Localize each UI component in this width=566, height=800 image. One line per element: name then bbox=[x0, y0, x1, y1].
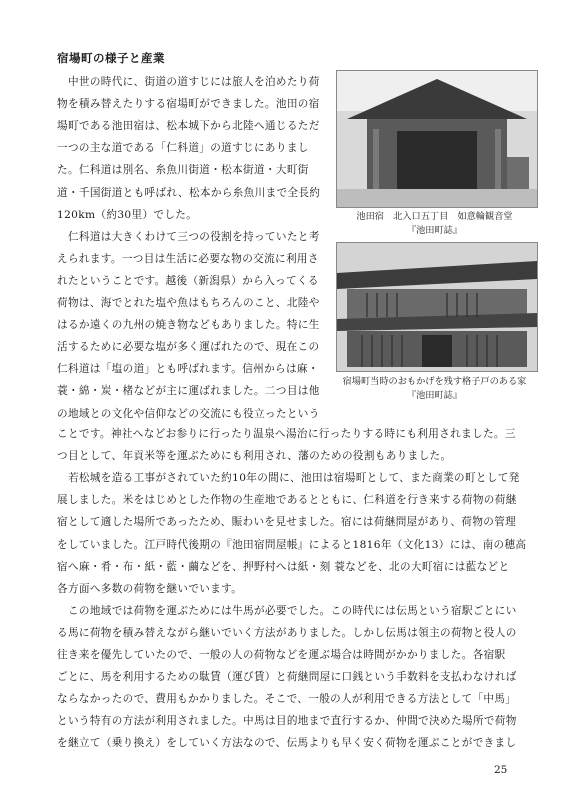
paragraph-line: 中世の時代に、街道の道すじには旅人を泊めたり荷 bbox=[57, 76, 320, 88]
paragraph-line: 宿として適した場所であったため、賑わいを見せました。宿には荷継問屋があり、荷物の管理 bbox=[57, 516, 517, 529]
photo2-caption-line: 宿場町当時のおもかげを残す格子戸のある家 bbox=[342, 376, 527, 387]
paragraph-line: 若松城を造る工事がされていた約10年の間に、池田は宿場町として、また商業の町として発 bbox=[57, 472, 520, 485]
paragraph-line: はるか遠くの九州の焼き物などもありました。特に生 bbox=[57, 319, 320, 332]
paragraph-line: この地域では荷物を運ぶためには牛馬が必要でした。この時代には伝馬という宿駅ごとにい bbox=[57, 604, 517, 617]
photo2-caption-source: 『池田町誌』 bbox=[406, 390, 463, 401]
paragraph-line: た。仁科道は別名、糸魚川街道・松本街道・大町街 bbox=[57, 164, 309, 177]
paragraph-line: つ目として、年貢米等を運ぶためにも利用され、藩のための役割もありました。 bbox=[57, 450, 452, 463]
paragraph-line: ことです。神社へなどお参りに行ったり温泉へ湯治に行ったりする時にも利用されました。三 bbox=[57, 428, 516, 440]
paragraph-line: 道・千国街道とも呼ばれ、松本から糸魚川まで全長約 bbox=[57, 186, 321, 199]
photo-lattice-house bbox=[336, 242, 538, 372]
paragraph-line: ごとに、馬を利用するための駄賃（運び賃）と荷継問屋に口銭という手数料を支払わなければ bbox=[57, 671, 517, 684]
paragraph-line: をしていました。江戸時代後期の『池田宿問屋帳』によると1816年（文化13）には、南の穂高 bbox=[57, 538, 527, 551]
photo1-caption-source: 『池田町誌』 bbox=[406, 225, 463, 236]
paragraph-line: 120km（約30里）でした。 bbox=[57, 208, 198, 221]
paragraph-line: 蓑・綿・炭・楮などが主に運ばれました。二つ目は他 bbox=[57, 385, 320, 398]
paragraph-line: 物を積み替えたりする宿場町ができました。池田の宿 bbox=[57, 98, 320, 111]
paragraph-line: 宿へ麻・肴・布・紙・藍・繭などを、押野村へは紙・刻 蓑などを、北の大町宿には藍などと bbox=[57, 560, 510, 573]
paragraph-line: 一つの主な道である「仁科道」の道すじにありまし bbox=[57, 142, 309, 155]
photo2-caption bbox=[332, 375, 537, 403]
paragraph-line: 往き来を優先していたので、一般の人の荷物などを運ぶ場合は時間がかかりました。各宿駅 bbox=[57, 649, 506, 661]
photo1-caption bbox=[332, 210, 537, 238]
photo1-caption-line: 池田宿 北入口五丁目 如意輪観音堂 bbox=[356, 211, 513, 222]
page-number: 25 bbox=[494, 764, 508, 776]
paragraph-line: る馬に荷物を積み替えながら継いでいく方法がありました。しかし伝馬は領主の荷物と役人の bbox=[57, 626, 517, 639]
paragraph-line: 展しました。米をはじめとした作物の生産地であるとともに、仁科道を行き来する荷物の荷継 bbox=[57, 494, 517, 507]
paragraph-line: ならなかったので、費用もかかりました。そこで、一般の人が利用できる方法として「中馬」 bbox=[57, 693, 517, 706]
paragraph-line: 仁科道は「塩の道」とも呼ばれます。信州からは麻・ bbox=[57, 363, 319, 376]
photo-kannon-hall bbox=[336, 70, 538, 208]
paragraph-line: えられます。一つ目は生活に必要な物の交流に利用さ bbox=[57, 252, 319, 265]
paragraph-line: の地域との文化や信仰などの交流にも役立ったという bbox=[57, 407, 320, 420]
paragraph-line: 場町である池田宿は、松本城下から北陸へ通じるただ bbox=[57, 120, 320, 133]
paragraph-line: 活するために必要な塩が多く運ばれたので、現在この bbox=[57, 341, 320, 354]
paragraph-line: という特有の方法が利用されました。中馬は目的地まで直行するか、仲間で決めた場所で荷物 bbox=[57, 715, 517, 728]
section-title: 宿場町の様子と産業 bbox=[57, 51, 165, 65]
paragraph-line: 各方面へ多数の荷物を継いでいます。 bbox=[57, 582, 243, 595]
paragraph-line: 荷物は、海でとれた塩や魚はもちろんのこと、北陸や bbox=[57, 297, 320, 309]
paragraph-line: を継立て（乗り換え）をしていく方法なので、伝馬よりも早く安く荷物を運ぶことができまし bbox=[57, 737, 517, 750]
paragraph-line: れたということです。越後（新潟県）から入ってくる bbox=[57, 274, 319, 287]
paragraph-line: 仁科道は大きくわけて三つの役割を持っていたと考 bbox=[57, 230, 320, 243]
